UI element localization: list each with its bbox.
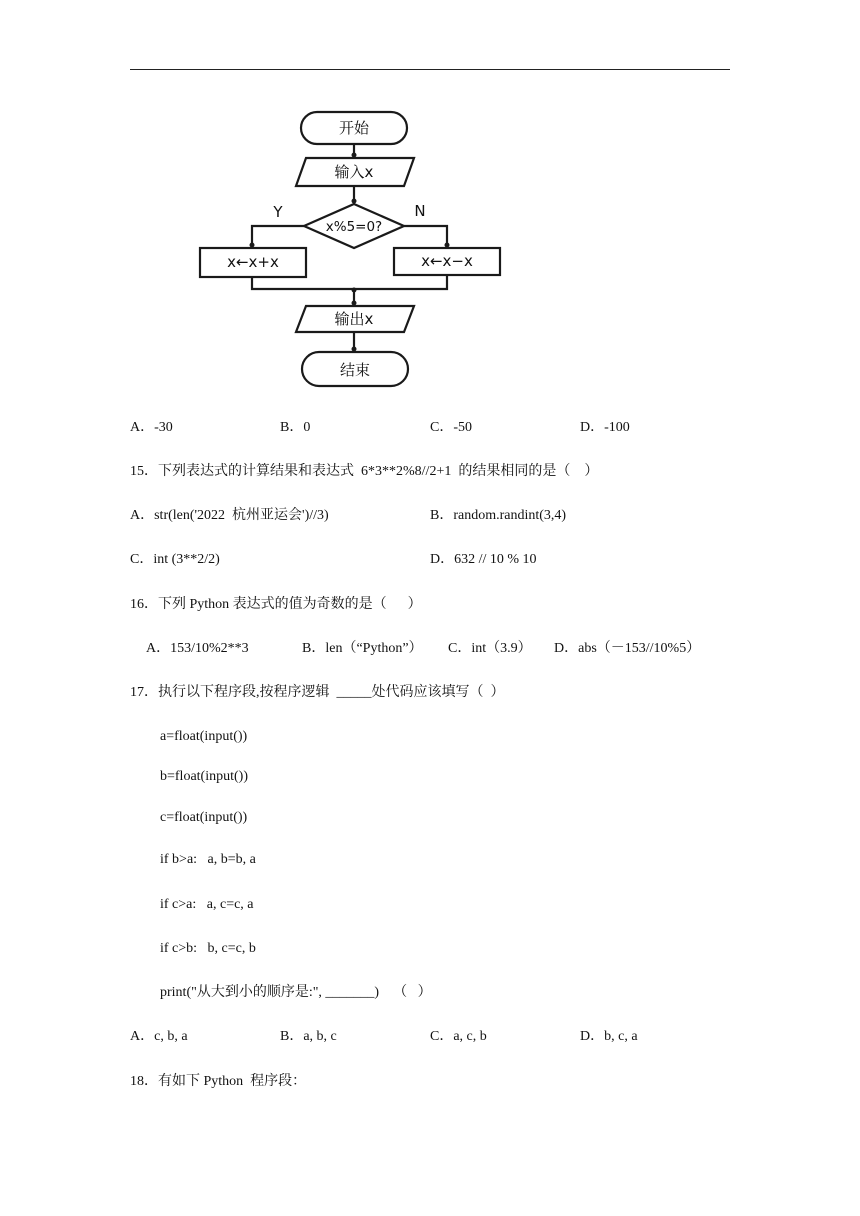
flowchart <box>190 100 520 400</box>
flowchart-no-action-label: x←x−x <box>421 252 473 270</box>
q16-option-b: B．len（“Python”） <box>302 641 423 656</box>
q15-option-a: A．str(len('2022 杭州亚运会')//3) <box>130 508 329 523</box>
q17-code-line: a=float(input()) <box>160 729 248 744</box>
q16-option-c: C．int（3.9） <box>448 641 532 656</box>
q15-option-b: B．random.randint(3,4) <box>430 508 567 523</box>
q17-code-line: b=float(input()) <box>160 769 248 784</box>
q14-option-b: B．0 <box>280 420 311 435</box>
q17-stem: 17．执行以下程序段,按程序逻辑 _____处代码应该填写（ ） <box>130 685 505 700</box>
q17-option-b: B．a, b, c <box>280 1029 337 1044</box>
q14-option-a: A．-30 <box>130 420 173 435</box>
q17-option-c: C．a, c, b <box>430 1029 487 1044</box>
flowchart-decision-label: x%5=0? <box>325 219 383 235</box>
flowchart-start-label: 开始 <box>338 119 370 137</box>
q15-stem: 15．下列表达式的计算结果和表达式 6*3**2%8//2+1 的结果相同的是（ ） <box>130 464 599 479</box>
q17-code-line: c=float(input()) <box>160 810 248 825</box>
flowchart-yes-label: Y <box>273 203 283 221</box>
q17-code-line: if c>a: a, c=c, a <box>160 897 254 912</box>
flowchart-no-label: N <box>414 202 426 220</box>
flowchart-input-label: 输入x <box>334 163 374 181</box>
header-rule <box>130 69 730 70</box>
q17-code-line: print("从大到小的顺序是:", _______) （ ） <box>160 985 432 1000</box>
q17-option-a: A．c, b, a <box>130 1029 188 1044</box>
q16-option-d: D．abs（－153//10%5） <box>554 641 701 656</box>
q15-option-c: C．int (3**2/2) <box>130 552 220 567</box>
flowchart-end-label: 结束 <box>339 361 371 379</box>
q18-stem: 18．有如下 Python 程序段： <box>130 1074 307 1089</box>
q14-option-d: D．-100 <box>580 420 630 435</box>
q15-option-d: D．632 // 10 % 10 <box>430 552 537 567</box>
flowchart-output-label: 输出x <box>334 310 374 328</box>
q14-option-c: C．-50 <box>430 420 472 435</box>
q17-code-line: if c>b: b, c=c, b <box>160 941 256 956</box>
flowchart-yes-action-label: x←x+x <box>227 253 279 271</box>
q17-code-line: if b>a: a, b=b, a <box>160 852 256 867</box>
q16-stem: 16．下列 Python 表达式的值为奇数的是（ ） <box>130 597 422 612</box>
q16-option-a: A．153/10%2**3 <box>146 641 249 656</box>
q17-option-d: D．b, c, a <box>580 1029 638 1044</box>
